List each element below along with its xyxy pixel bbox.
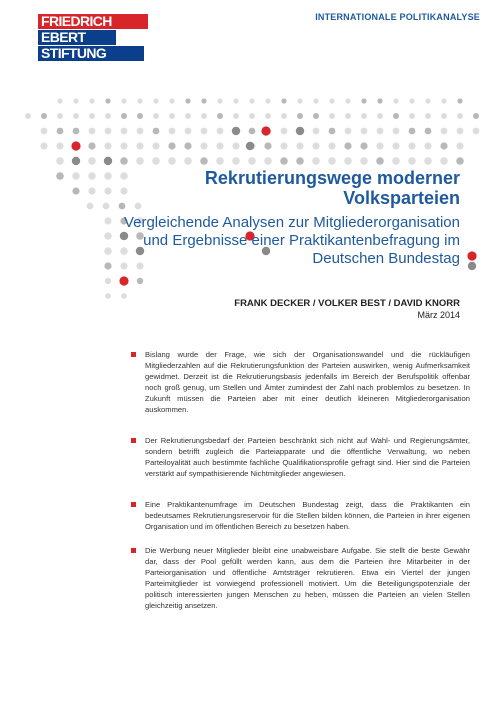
map-dot <box>249 128 256 135</box>
map-dot <box>232 142 239 149</box>
map-dot-highlight <box>261 126 270 135</box>
bullet-square-icon <box>131 502 136 507</box>
map-dot <box>376 157 384 165</box>
map-dot <box>329 113 335 119</box>
map-dot <box>264 142 271 149</box>
map-dot-highlight <box>71 141 80 150</box>
map-dot <box>393 128 400 135</box>
map-dot <box>409 98 414 103</box>
map-dot <box>313 113 319 119</box>
map-dot <box>345 113 351 119</box>
map-dot <box>104 142 111 149</box>
map-dot <box>169 128 176 135</box>
map-dot <box>56 172 64 180</box>
map-dot <box>217 113 223 119</box>
map-dot <box>328 142 335 149</box>
bullet-square-icon <box>131 438 136 443</box>
map-dot <box>153 113 159 119</box>
map-dot <box>296 142 303 149</box>
map-dot <box>201 128 208 135</box>
map-dot-highlight <box>119 276 128 285</box>
bullet-square-icon <box>131 548 136 553</box>
map-dot <box>361 113 367 119</box>
map-dot <box>153 98 158 103</box>
map-dot <box>361 128 368 135</box>
map-dot <box>280 157 288 165</box>
map-dot <box>361 98 366 103</box>
map-dot <box>153 128 160 135</box>
map-dot <box>249 98 254 103</box>
map-dot <box>409 113 415 119</box>
map-dot <box>233 113 239 119</box>
map-dot <box>105 293 111 299</box>
map-dot <box>137 98 142 103</box>
map-dot <box>57 113 63 119</box>
publication-date: März 2014 <box>417 310 460 320</box>
map-dot <box>168 142 175 149</box>
map-dot <box>89 98 94 103</box>
map-dot <box>169 98 174 103</box>
map-dot <box>56 142 63 149</box>
map-dot <box>360 142 367 149</box>
map-dot-dark <box>232 127 240 135</box>
title-line-1: Rekrutierungswege moderner <box>204 168 460 188</box>
summary-item <box>130 350 470 430</box>
map-dot <box>89 113 95 119</box>
map-dot <box>137 128 144 135</box>
map-dot <box>152 142 159 149</box>
map-dot <box>87 203 94 210</box>
map-dot <box>185 128 192 135</box>
map-dot <box>232 157 240 165</box>
map-dot <box>281 128 288 135</box>
map-dot <box>105 98 110 103</box>
map-dot <box>88 142 95 149</box>
map-dot <box>169 113 175 119</box>
map-dot <box>345 98 350 103</box>
summary-text: Die Werbung neuer Mitglieder bleibt eine unabweisbare Aufgabe. Sie stellt die beste Gewähr dar, dass der Pool gefüllt werden kann, aus dem die Parteien ihre Mitarbeiter in der Parteiorganisation und öffentliche Amtsträger rekrutieren. Etwa ein Viertel der jungen Parteimitglieder ist vorwiegend professionell motiviert. Um die Beteiligungspotenziale der politisch interessierten jungen Menschen zu heben, müssen die Parteien an vielen Stellen gleichzeitig ansetzen. <box>145 546 470 610</box>
map-dot <box>200 157 208 165</box>
map-dot-dark <box>296 127 304 135</box>
map-dot <box>344 157 352 165</box>
map-dot <box>201 113 207 119</box>
map-dot <box>136 157 144 165</box>
summary-list <box>130 350 470 616</box>
map-dot <box>185 98 190 103</box>
map-dot <box>281 113 287 119</box>
map-dot-dark <box>468 262 476 270</box>
map-dot <box>137 278 143 284</box>
map-dot <box>121 98 126 103</box>
map-dot <box>425 128 432 135</box>
map-dot <box>280 142 287 149</box>
summary-text: Der Rekrutierungsbedarf der Parteien beschränkt sich nicht auf Wahl- und Regierungsämter, sondern betrifft zugleich die Parteiapparate und die öffentliche Verwaltung, wo neben Parteiloyalität auch bestimmte fachliche Qualifikationsprofile gefragt sind. Hier sind die Parteien verstärkt auf sympathisierende Nichtmitglieder angewiesen. <box>145 436 470 478</box>
map-dot <box>296 157 304 165</box>
map-dot <box>121 128 128 135</box>
map-dot <box>456 142 463 149</box>
authors: FRANK DECKER / VOLKER BEST / DAVID KNORR <box>234 298 460 309</box>
map-dot <box>329 128 336 135</box>
map-dot <box>217 98 222 103</box>
map-dot <box>136 142 143 149</box>
map-dot <box>408 142 415 149</box>
subtitle-line-1: Vergleichende Analysen zur Mitgliederorganisation <box>123 214 460 231</box>
summary-item <box>130 500 470 540</box>
map-dot <box>345 128 352 135</box>
map-dot <box>425 113 431 119</box>
map-dot <box>89 128 96 135</box>
map-dot <box>200 142 207 149</box>
map-dot <box>264 157 272 165</box>
map-dot <box>265 98 270 103</box>
map-dot <box>312 142 319 149</box>
map-dot <box>233 98 238 103</box>
map-dot <box>409 128 416 135</box>
logo-line-3: STIFTUNG <box>38 46 144 61</box>
map-dot <box>120 142 127 149</box>
map-dot <box>393 98 398 103</box>
map-dot <box>40 142 47 149</box>
bullet-square-icon <box>131 352 136 357</box>
map-dot <box>313 98 318 103</box>
map-dot <box>265 113 271 119</box>
map-dot <box>457 98 462 103</box>
map-dot <box>440 157 448 165</box>
map-dot <box>137 113 143 119</box>
map-dot <box>25 113 31 119</box>
map-dot <box>457 113 463 119</box>
map-dot <box>185 113 191 119</box>
map-dot <box>57 128 64 135</box>
map-dot <box>152 157 160 165</box>
logo-line-1: FRIEDRICH <box>38 14 148 29</box>
page-title <box>110 168 460 208</box>
map-dot-dark <box>104 157 112 165</box>
map-dot <box>376 142 383 149</box>
map-dot <box>457 128 464 135</box>
map-dot <box>313 128 320 135</box>
map-dot <box>441 113 447 119</box>
map-dot <box>312 157 320 165</box>
map-dot <box>73 128 80 135</box>
map-dot <box>73 113 79 119</box>
summary-item <box>130 436 470 494</box>
map-dot <box>473 128 480 135</box>
map-dot <box>217 128 224 135</box>
series-label: INTERNATIONALE POLITIKANALYSE <box>315 12 480 22</box>
map-dot <box>121 293 127 299</box>
map-dot <box>73 98 78 103</box>
map-dot <box>249 113 255 119</box>
map-dot <box>328 157 336 165</box>
summary-item <box>130 546 470 616</box>
map-dot <box>392 157 400 165</box>
map-dot <box>377 128 384 135</box>
logo-line-2: EBERT <box>38 30 116 45</box>
map-dot <box>297 98 302 103</box>
map-dot <box>281 98 286 103</box>
map-dot <box>344 142 351 149</box>
map-dot <box>88 187 95 194</box>
map-dot <box>424 157 432 165</box>
map-dot <box>393 113 399 119</box>
map-dot <box>103 203 110 210</box>
map-dot <box>456 157 464 165</box>
map-dot <box>41 128 48 135</box>
map-dot <box>72 172 80 180</box>
map-dot <box>120 157 128 165</box>
map-dot <box>88 157 96 165</box>
map-dot <box>88 172 96 180</box>
subtitle-line-2: und Ergebnisse einer Praktikantenbefragung im <box>143 232 460 249</box>
map-dot <box>105 128 112 135</box>
map-dot <box>424 142 431 149</box>
map-dot <box>168 157 176 165</box>
map-dot <box>408 157 416 165</box>
map-dot <box>105 113 111 119</box>
map-dot <box>57 98 62 103</box>
map-dot <box>105 278 111 284</box>
map-dot <box>473 113 479 119</box>
map-dot <box>121 113 127 119</box>
map-dot <box>377 113 383 119</box>
page-subtitle <box>110 214 460 268</box>
map-dot <box>41 113 47 119</box>
map-dot <box>184 157 192 165</box>
map-dot <box>201 98 206 103</box>
map-dot <box>425 98 430 103</box>
map-dot <box>216 142 223 149</box>
map-dot-dark <box>72 157 80 165</box>
summary-text: Eine Praktikantenumfrage im Deutschen Bundestag zeigt, dass die Praktikanten ein bedeutsames Rekrutierungsreservoir für die Stellen bilden können, die Parteien in ihrer eigenen Organisation und im öffentlichen Bereich zu besetzen haben. <box>145 500 470 531</box>
map-dot <box>441 128 448 135</box>
map-dot <box>360 157 368 165</box>
title-line-2: Volksparteien <box>343 188 460 208</box>
map-dot-highlight <box>467 251 476 260</box>
map-dot <box>441 98 446 103</box>
map-dot <box>248 157 256 165</box>
map-dot <box>329 98 334 103</box>
map-dot <box>72 187 79 194</box>
map-dot <box>392 142 399 149</box>
subtitle-line-3: Deutschen Bundestag <box>312 250 460 267</box>
map-dot <box>440 142 447 149</box>
summary-text: Bislang wurde der Frage, wie sich der Organisationswandel und die rückläufigen Mitgliederzahlen auf die Rekrutierungsfunktion der Parteien auswirken, wenig Aufmerksamkeit gewidmet. Derzeit ist die Rekrutierungsbasis jedenfalls im Bereich der Berufspolitik offenbar noch groß genug, um Stellen und Ämter zumindest der Zahl nach problemlos zu besetzen. In Zukunft müssen die Parteien aber mit einer deutlich kleineren Mitgliederorganisation auskommen. <box>145 350 470 414</box>
map-dot <box>216 157 224 165</box>
map-dot <box>297 113 303 119</box>
map-dot <box>377 98 382 103</box>
map-dot <box>184 142 191 149</box>
map-dot-dark <box>246 142 254 150</box>
map-dot <box>56 157 64 165</box>
